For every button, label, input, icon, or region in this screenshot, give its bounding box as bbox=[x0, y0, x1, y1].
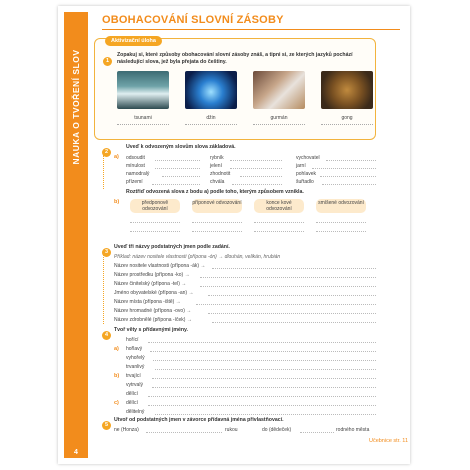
answer-line[interactable] bbox=[146, 432, 222, 433]
answer-line[interactable] bbox=[208, 295, 376, 296]
task-3-text: Uveď tři názvy podstatných jmen podle zadání. bbox=[114, 244, 230, 250]
genie-lamp-image bbox=[185, 71, 237, 109]
word: namodralý bbox=[126, 171, 150, 177]
page-title: OBOHACOVÁNÍ SLOVNÍ ZÁSOBY bbox=[102, 14, 284, 26]
task-4-number: 4 bbox=[102, 327, 111, 345]
answer-line[interactable] bbox=[130, 231, 180, 232]
task-3-number: 3 bbox=[102, 244, 111, 262]
word: chvála bbox=[210, 179, 225, 185]
task-3-example: Příklad: název nositele vlastnosti (přípona -ón) → dlouhán, velikán, hrubián bbox=[114, 254, 281, 260]
activation-box bbox=[94, 38, 376, 140]
task-1-text: Zopakuj si, které způsoby obohacování slovní zásoby znáš, a tipni si, ze kterých jazyků pochází následující slova, jež byla přejata do češtiny. bbox=[117, 52, 353, 65]
task-2a-text: Uveď k odvozeným slovům slova základová. bbox=[126, 144, 236, 150]
adjective: trvající bbox=[126, 373, 141, 379]
word: zhodnotit bbox=[210, 171, 231, 177]
adjective: trvanlivý bbox=[126, 364, 145, 370]
tsunami-image bbox=[117, 71, 169, 109]
task-3-row: Název hromadné (přípona -ovo) → bbox=[114, 308, 192, 314]
word: přízemí bbox=[126, 179, 143, 185]
category-mixed: smíšené odvozování bbox=[316, 199, 366, 213]
word: odsoudit bbox=[126, 155, 145, 161]
word: mínulost bbox=[126, 163, 145, 169]
word: jarní bbox=[296, 163, 306, 169]
adjective: hořící bbox=[126, 337, 139, 343]
answer-line[interactable] bbox=[300, 432, 334, 433]
task-1-number: 1 bbox=[103, 53, 112, 71]
answer-line[interactable] bbox=[254, 222, 304, 223]
task-3-row: Jméno obyvatelské (přípona -an) → bbox=[114, 290, 194, 296]
task-3-row: Název prostředku (přípona -ko) → bbox=[114, 272, 190, 278]
answer-line[interactable] bbox=[185, 124, 237, 125]
answer-line[interactable] bbox=[240, 176, 282, 177]
answer-line[interactable] bbox=[254, 231, 304, 232]
word: šuřtadlo bbox=[296, 179, 314, 185]
dotted-guide bbox=[103, 254, 105, 324]
answer-line[interactable] bbox=[155, 168, 200, 169]
answer-line[interactable] bbox=[117, 124, 169, 125]
answer-line[interactable] bbox=[322, 184, 376, 185]
task-3-row: Název nositele vlastnosti (přípona -ák) → bbox=[114, 263, 206, 269]
adjective: dělící bbox=[126, 391, 138, 397]
task-5-text: Utvoř od podstatných jmen v závorce přídavná jména přivlastňovací. bbox=[114, 417, 284, 423]
task-2b-text: Roztřiď odvozená slova z bodu a) podle toho, kterým způsobem vznikla. bbox=[126, 189, 304, 195]
sentence-part: do (dědeček) bbox=[262, 427, 292, 433]
category-prefix: předponově odvozování bbox=[130, 199, 180, 213]
word: pohlavek bbox=[296, 171, 317, 177]
category-ending: konce kové odvozování bbox=[254, 199, 304, 213]
title-divider bbox=[102, 29, 400, 30]
answer-line[interactable] bbox=[316, 222, 366, 223]
adjective: dělitelný bbox=[126, 409, 145, 415]
answer-line[interactable] bbox=[148, 405, 376, 406]
caption-dzin: džin bbox=[206, 115, 216, 121]
answer-line[interactable] bbox=[152, 387, 376, 388]
answer-line[interactable] bbox=[212, 322, 376, 323]
task-2-number: 2 bbox=[102, 144, 111, 162]
answer-line[interactable] bbox=[152, 184, 200, 185]
answer-line[interactable] bbox=[200, 277, 376, 278]
answer-line[interactable] bbox=[130, 222, 180, 223]
task-5-number: 5 bbox=[102, 417, 111, 435]
task-4c-label: c) bbox=[114, 400, 119, 406]
answer-line[interactable] bbox=[316, 231, 366, 232]
task-2b-label: b) bbox=[114, 199, 120, 205]
gong-image bbox=[321, 71, 373, 109]
task-4-text: Tvoř věty s přídavnými jmény. bbox=[114, 327, 188, 333]
box-label: Aktivizační úloha bbox=[105, 36, 162, 46]
answer-line[interactable] bbox=[320, 176, 376, 177]
caption-gong: gong bbox=[341, 115, 353, 121]
sidebar bbox=[64, 12, 88, 458]
answer-line[interactable] bbox=[162, 176, 200, 177]
task-3-row: Název zdrobnělé (přípona -íček) → bbox=[114, 317, 192, 323]
answer-line[interactable] bbox=[155, 414, 376, 415]
answer-line[interactable] bbox=[232, 184, 282, 185]
caption-tsunami: tsunami bbox=[134, 115, 152, 121]
answer-line[interactable] bbox=[155, 160, 200, 161]
answer-line[interactable] bbox=[321, 124, 373, 125]
word: jelení bbox=[210, 163, 222, 169]
gourmet-image bbox=[253, 71, 305, 109]
adjective: hořlavý bbox=[126, 346, 143, 352]
answer-line[interactable] bbox=[200, 286, 376, 287]
answer-line[interactable] bbox=[148, 396, 376, 397]
task-4b-label: b) bbox=[114, 373, 120, 379]
answer-line[interactable] bbox=[253, 124, 305, 125]
answer-line[interactable] bbox=[208, 313, 376, 314]
caption-gurman: gurmán bbox=[270, 115, 288, 121]
answer-line[interactable] bbox=[155, 369, 376, 370]
task-2a-label: a) bbox=[114, 154, 119, 160]
word: rybník bbox=[210, 155, 224, 161]
answer-line[interactable] bbox=[192, 231, 242, 232]
task-3-row: Název činitelský (přípona -tel) → bbox=[114, 281, 187, 287]
sentence-part: ne (Honza) bbox=[114, 427, 139, 433]
sidebar-title: NAUKA O TVOŘENÍ SLOV bbox=[71, 49, 81, 165]
answer-line[interactable] bbox=[326, 160, 376, 161]
answer-line[interactable] bbox=[212, 268, 376, 269]
sentence-part: rukou bbox=[225, 427, 238, 433]
adjective: vyhořelý bbox=[126, 355, 145, 361]
answer-line[interactable] bbox=[150, 351, 376, 352]
category-suffix: příponové odvozování bbox=[192, 199, 242, 213]
page-number: 4 bbox=[74, 449, 78, 456]
answer-line[interactable] bbox=[153, 360, 376, 361]
answer-line[interactable] bbox=[230, 168, 282, 169]
task-3-row: Název místa (přípona -iště) → bbox=[114, 299, 181, 305]
answer-line[interactable] bbox=[312, 168, 376, 169]
answer-line[interactable] bbox=[196, 304, 376, 305]
word: vychovatel bbox=[296, 155, 320, 161]
answer-line[interactable] bbox=[152, 378, 376, 379]
answer-line[interactable] bbox=[192, 222, 242, 223]
dotted-guide bbox=[103, 155, 105, 189]
sentence-part: rodného města bbox=[336, 427, 370, 433]
adjective: dělící bbox=[126, 400, 138, 406]
adjective: vytrvalý bbox=[126, 382, 143, 388]
task-4a-label: a) bbox=[114, 346, 119, 352]
answer-line[interactable] bbox=[230, 160, 282, 161]
textbook-reference[interactable]: Učebnice str. 11 bbox=[368, 438, 408, 444]
answer-line[interactable] bbox=[148, 342, 376, 343]
